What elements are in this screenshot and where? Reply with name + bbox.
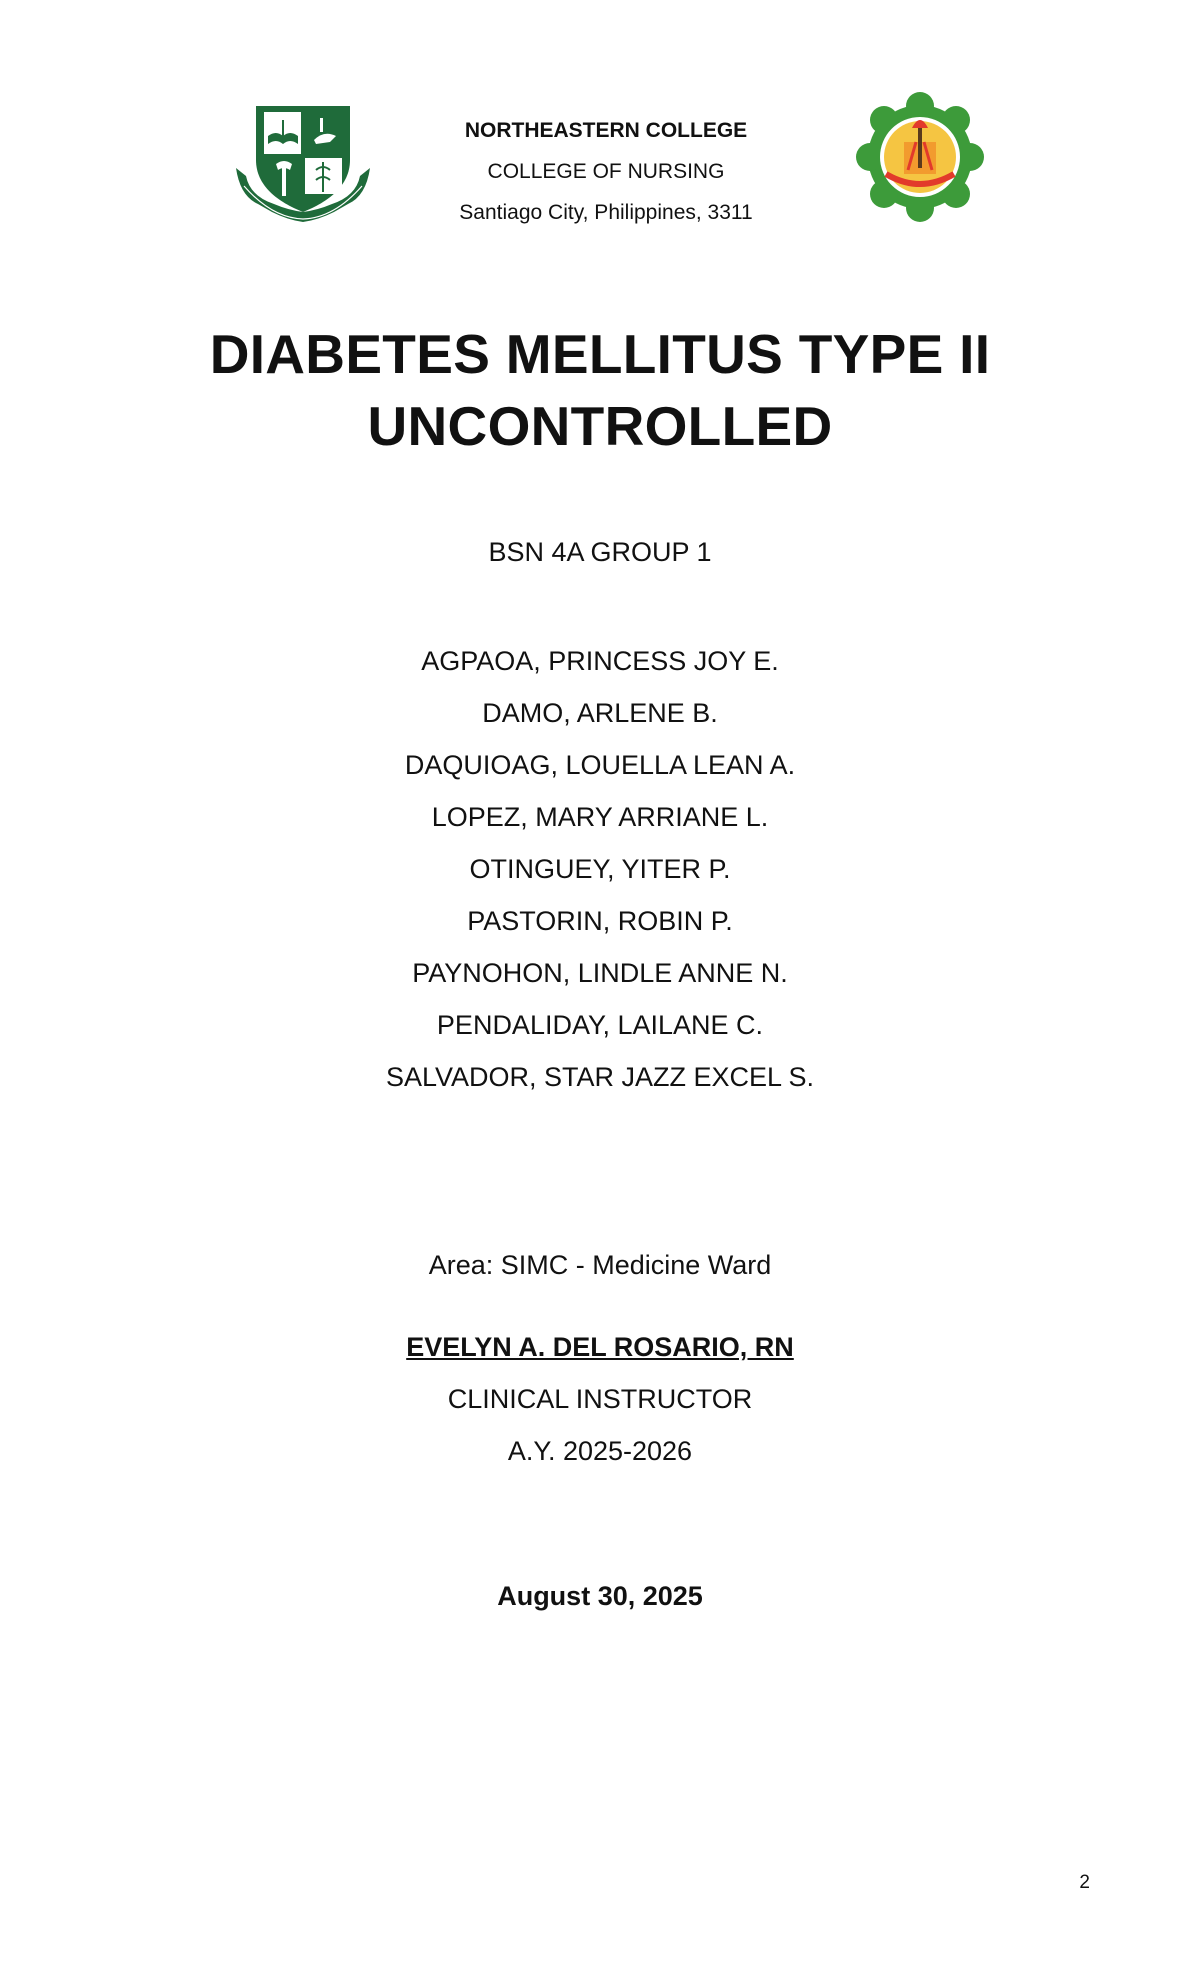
member-list [0,635,1200,1103]
submission-date: August 30, 2025 [497,1581,703,1611]
instructor-title: CLINICAL INSTRUCTOR [447,1384,753,1414]
page-number: 2 [1079,1872,1090,1893]
clinical-area: Area: SIMC - Medicine Ward [428,1250,772,1280]
title-line-2: UNCONTROLLED [367,395,833,457]
member-name: PAYNOHON, LINDLE ANNE N. [412,958,788,988]
institution-address: Santiago City, Philippines, 3311 [459,201,753,224]
header-text [400,110,812,233]
member-name: LOPEZ, MARY ARRIANE L. [431,802,769,832]
northeastern-college-seal-icon [852,92,988,222]
instructor-name: EVELYN A. DEL ROSARIO, RN [406,1332,794,1362]
title-line-1: DIABETES MELLITUS TYPE II [209,323,991,385]
group-label: BSN 4A GROUP 1 [488,537,712,567]
department-name: COLLEGE OF NURSING [487,160,725,183]
document-title [100,318,1100,462]
member-name: AGPAOA, PRINCESS JOY E. [421,646,779,676]
member-name: SALVADOR, STAR JAZZ EXCEL S. [385,1062,815,1092]
member-name: OTINGUEY, YITER P. [469,854,731,884]
college-of-nursing-seal-icon [232,100,374,226]
institution-name: NORTHEASTERN COLLEGE [464,119,748,142]
member-name: DAMO, ARLENE B. [482,698,718,728]
document-header [0,0,1200,240]
academic-year: A.Y. 2025-2026 [507,1436,693,1466]
member-name: PASTORIN, ROBIN P. [467,906,733,936]
member-name: PENDALIDAY, LAILANE C. [436,1010,764,1040]
member-name: DAQUIOAG, LOUELLA LEAN A. [404,750,796,780]
